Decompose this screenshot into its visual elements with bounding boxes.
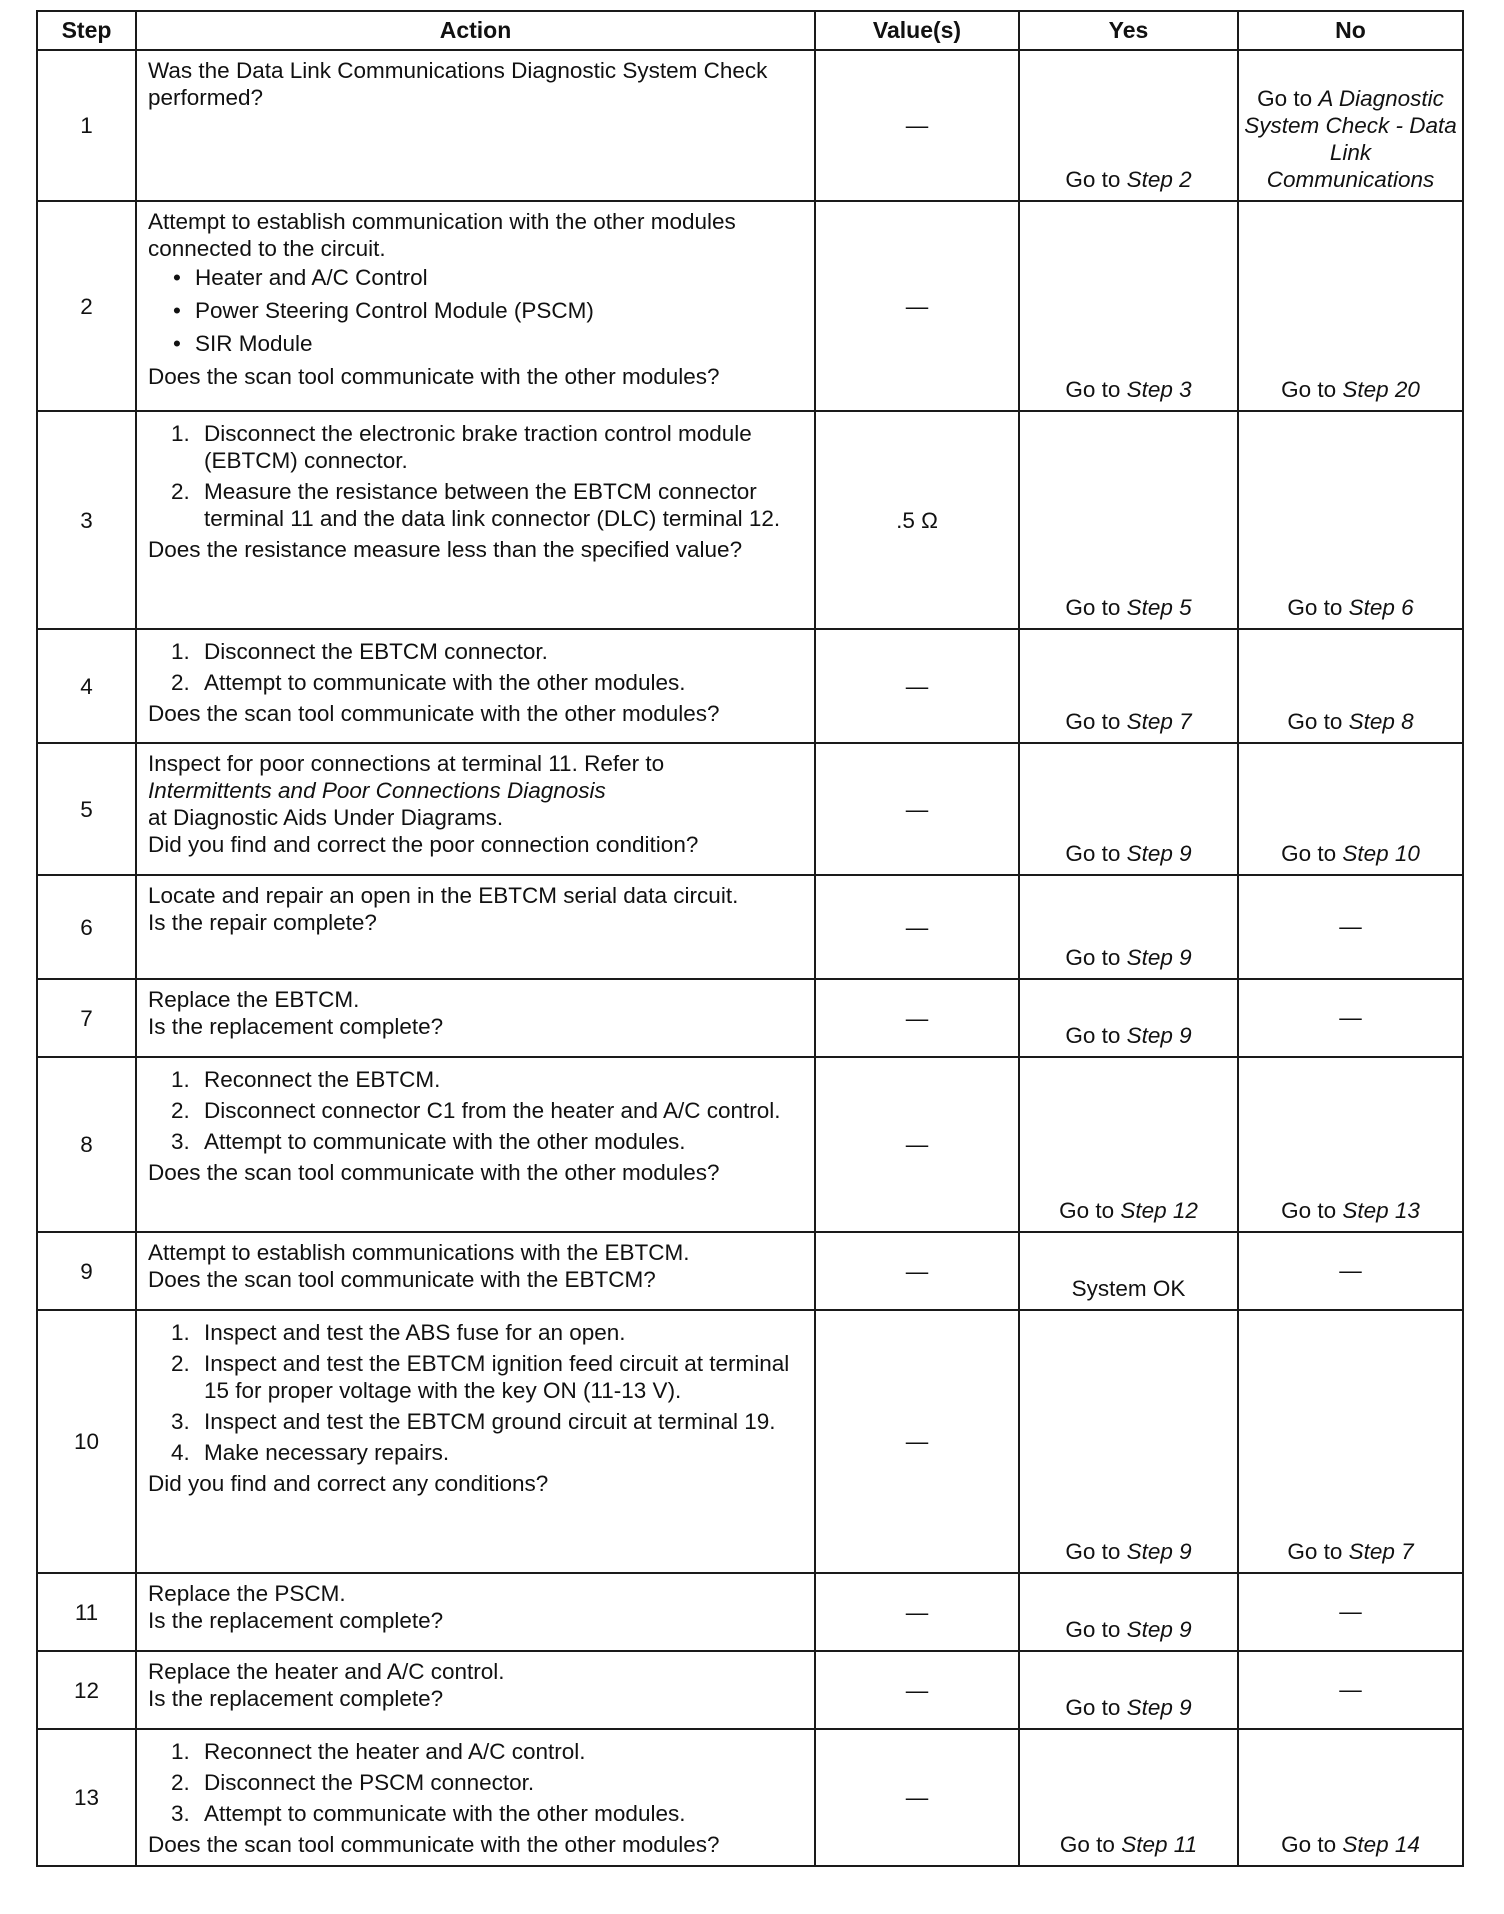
action-text: Is the replacement complete? (148, 1686, 444, 1711)
yes-cell (1019, 875, 1238, 979)
yes-step-reference: Step 9 (1126, 1695, 1192, 1720)
list-number: 3. (171, 1801, 190, 1826)
list-number: 2. (171, 1351, 190, 1376)
table-row (37, 629, 1463, 743)
no-cell (1238, 1232, 1463, 1310)
no-prefix: Go to (1281, 1198, 1343, 1223)
list-item-text: Attempt to communicate with the other modules. (204, 1801, 686, 1826)
header-row (37, 11, 1463, 50)
yes-prefix: Go to (1065, 595, 1127, 620)
list-item (148, 1319, 804, 1346)
list-number: 1. (171, 639, 190, 664)
no-step-reference: Step 10 (1342, 841, 1420, 866)
step-number: 9 (37, 1232, 136, 1310)
list-item (148, 420, 804, 474)
no-step-reference: Step 8 (1348, 709, 1414, 734)
bullet-icon: • (173, 331, 181, 356)
no-step-reference: Step 14 (1342, 1832, 1420, 1857)
step-number: 1 (37, 50, 136, 201)
table-row (37, 1057, 1463, 1232)
yes-cell (1019, 1729, 1238, 1866)
action-text: Does the resistance measure less than the specified value? (148, 537, 743, 562)
table-row (37, 1310, 1463, 1573)
action-text: Does the scan tool communicate with the other modules? (148, 1832, 720, 1857)
action-text: Does the scan tool communicate with the other modules? (148, 364, 720, 389)
no-prefix: — (1339, 1005, 1362, 1030)
list-item (148, 1350, 804, 1404)
value-cell: — (815, 1573, 1019, 1651)
action-cell (136, 979, 815, 1057)
yes-prefix: Go to (1065, 1617, 1127, 1642)
list-item-text: Disconnect connector C1 from the heater and A/C control. (204, 1098, 781, 1123)
value-cell: — (815, 50, 1019, 201)
action-text: Does the scan tool communicate with the other modules? (148, 701, 720, 726)
action-text: Replace the heater and A/C control. (148, 1659, 505, 1684)
table-body (37, 50, 1463, 1866)
yes-step-reference: Step 9 (1126, 1539, 1192, 1564)
list-item (148, 1097, 804, 1124)
list-item-text: Attempt to communicate with the other modules. (204, 670, 686, 695)
table-row (37, 1651, 1463, 1729)
step-number: 13 (37, 1729, 136, 1866)
action-cell (136, 50, 815, 201)
no-prefix: Go to (1287, 1539, 1349, 1564)
action-text: Is the replacement complete? (148, 1608, 444, 1633)
no-cell (1238, 1651, 1463, 1729)
list-item (148, 1128, 804, 1155)
no-cell (1238, 1729, 1463, 1866)
action-text: Is the repair complete? (148, 910, 377, 935)
yes-prefix: Go to (1065, 167, 1127, 192)
action-text: Did you find and correct any conditions? (148, 1471, 549, 1496)
value-cell: — (815, 875, 1019, 979)
list-item-text: Disconnect the PSCM connector. (204, 1770, 535, 1795)
list-number: 1. (171, 1320, 190, 1345)
list-item-text: SIR Module (195, 331, 313, 356)
action-text: Inspect for poor connections at terminal 11. Refer to (148, 751, 665, 776)
no-prefix: Go to (1287, 709, 1349, 734)
yes-prefix: Go to (1059, 1832, 1122, 1857)
no-cell (1238, 1057, 1463, 1232)
no-prefix: — (1339, 1677, 1362, 1702)
action-text: Replace the PSCM. (148, 1581, 346, 1606)
yes-step-reference: Step 12 (1120, 1198, 1198, 1223)
yes-cell (1019, 201, 1238, 411)
header-action: Action (136, 11, 815, 50)
step-number: 8 (37, 1057, 136, 1232)
list-item (148, 1800, 804, 1827)
no-step-reference: Step 7 (1348, 1539, 1414, 1564)
no-cell (1238, 411, 1463, 629)
yes-cell (1019, 1057, 1238, 1232)
list-item-text: Reconnect the heater and A/C control. (204, 1739, 586, 1764)
action-text: Does the scan tool communicate with the EBTCM? (148, 1267, 656, 1292)
no-prefix: Go to (1281, 841, 1343, 866)
action-cell (136, 1057, 815, 1232)
no-prefix: Go to (1281, 377, 1343, 402)
list-item (148, 1738, 804, 1765)
yes-prefix: Go to (1065, 841, 1127, 866)
yes-cell (1019, 50, 1238, 201)
action-text: Did you find and correct the poor connection condition? (148, 832, 699, 857)
yes-prefix: System OK (1071, 1276, 1186, 1301)
diagnostic-table (36, 10, 1464, 1867)
no-cell (1238, 979, 1463, 1057)
table-row (37, 875, 1463, 979)
action-cell (136, 1310, 815, 1573)
header-step: Step (37, 11, 136, 50)
yes-prefix: Go to (1065, 709, 1127, 734)
action-cell (136, 1232, 815, 1310)
list-item (148, 1439, 804, 1466)
numbered-list (148, 638, 804, 696)
table-row (37, 979, 1463, 1057)
no-prefix: — (1339, 1599, 1362, 1624)
list-number: 1. (171, 1739, 190, 1764)
list-item (148, 264, 804, 291)
list-number: 2. (171, 1770, 190, 1795)
yes-step-reference: Step 9 (1126, 1023, 1192, 1048)
list-item (148, 1408, 804, 1435)
no-cell (1238, 629, 1463, 743)
value-cell: — (815, 1232, 1019, 1310)
yes-cell (1019, 979, 1238, 1057)
action-cell (136, 411, 815, 629)
bullet-icon: • (173, 265, 181, 290)
list-item-text: Measure the resistance between the EBTCM connector terminal 11 and the data link connector (DLC) terminal 12. (204, 479, 781, 531)
no-cell (1238, 875, 1463, 979)
list-number: 2. (171, 479, 190, 504)
header-no: No (1238, 11, 1463, 50)
list-item (148, 330, 804, 357)
no-prefix: — (1339, 1258, 1362, 1283)
value-cell: — (815, 743, 1019, 875)
numbered-list (148, 1319, 804, 1466)
list-item (148, 478, 804, 532)
yes-cell (1019, 1651, 1238, 1729)
table-row (37, 411, 1463, 629)
yes-step-reference: Step 9 (1126, 1617, 1192, 1642)
list-number: 3. (171, 1129, 190, 1154)
action-text: at Diagnostic Aids Under Diagrams. (148, 805, 504, 830)
table-row (37, 201, 1463, 411)
no-cell (1238, 743, 1463, 875)
no-step-reference: Step 20 (1342, 377, 1420, 402)
yes-cell (1019, 743, 1238, 875)
no-prefix: Go to (1281, 1832, 1343, 1857)
value-cell: — (815, 1729, 1019, 1866)
table-row (37, 50, 1463, 201)
value-cell: — (815, 629, 1019, 743)
list-number: 3. (171, 1409, 190, 1434)
yes-step-reference: Step 9 (1126, 945, 1192, 970)
yes-prefix: Go to (1065, 945, 1127, 970)
list-item-text: Disconnect the electronic brake traction control module (EBTCM) connector. (204, 421, 752, 473)
list-item-text: Heater and A/C Control (195, 265, 428, 290)
step-number: 5 (37, 743, 136, 875)
yes-cell (1019, 411, 1238, 629)
yes-cell (1019, 1573, 1238, 1651)
action-cell (136, 1729, 815, 1866)
list-item-text: Inspect and test the ABS fuse for an open. (204, 1320, 626, 1345)
action-cell (136, 743, 815, 875)
header-yes: Yes (1019, 11, 1238, 50)
step-number: 2 (37, 201, 136, 411)
no-cell (1238, 1573, 1463, 1651)
action-cell (136, 1651, 815, 1729)
list-item-text: Disconnect the EBTCM connector. (204, 639, 548, 664)
bullet-list (148, 264, 804, 357)
no-step-reference: Step 6 (1348, 595, 1414, 620)
no-prefix: Go to (1257, 86, 1319, 111)
yes-prefix: Go to (1065, 1695, 1127, 1720)
value-cell: — (815, 1310, 1019, 1573)
table-row (37, 1729, 1463, 1866)
list-item-text: Inspect and test the EBTCM ground circuit at terminal 19. (204, 1409, 776, 1434)
value-cell: — (815, 1057, 1019, 1232)
action-cell (136, 1573, 815, 1651)
value-cell: — (815, 979, 1019, 1057)
value-cell: — (815, 1651, 1019, 1729)
no-prefix: Go to (1287, 595, 1349, 620)
action-cell (136, 629, 815, 743)
action-text: Replace the EBTCM. (148, 987, 360, 1012)
no-prefix: — (1339, 914, 1362, 939)
action-text: Attempt to establish communication with the other modules connected to the circuit. (148, 209, 736, 261)
yes-step-reference: Step 2 (1126, 167, 1192, 192)
list-item (148, 1769, 804, 1796)
numbered-list (148, 420, 804, 532)
numbered-list (148, 1066, 804, 1155)
list-item (148, 669, 804, 696)
action-text: Locate and repair an open in the EBTCM serial data circuit. (148, 883, 739, 908)
reference-link-text: Intermittents and Poor Connections Diagnosis (148, 778, 606, 803)
yes-prefix: Go to (1065, 1023, 1127, 1048)
yes-step-reference: Step 7 (1126, 709, 1192, 734)
action-cell (136, 875, 815, 979)
no-cell (1238, 50, 1463, 201)
step-number: 10 (37, 1310, 136, 1573)
action-text: Attempt to establish communications with the EBTCM. (148, 1240, 690, 1265)
header-values: Value(s) (815, 11, 1019, 50)
table-row (37, 1573, 1463, 1651)
list-item-text: Power Steering Control Module (PSCM) (195, 298, 594, 323)
step-number: 4 (37, 629, 136, 743)
no-step-reference: Step 13 (1342, 1198, 1420, 1223)
list-number: 2. (171, 1098, 190, 1123)
yes-step-reference: Step 5 (1126, 595, 1192, 620)
action-text: Was the Data Link Communications Diagnostic System Check performed? (148, 58, 768, 110)
list-number: 1. (171, 1067, 190, 1092)
list-item-text: Make necessary repairs. (204, 1440, 450, 1465)
yes-step-reference: Step 11 (1121, 1832, 1198, 1857)
no-cell (1238, 1310, 1463, 1573)
list-item (148, 638, 804, 665)
action-text: Does the scan tool communicate with the other modules? (148, 1160, 720, 1185)
step-number: 7 (37, 979, 136, 1057)
yes-prefix: Go to (1065, 1539, 1127, 1564)
step-number: 12 (37, 1651, 136, 1729)
step-number: 3 (37, 411, 136, 629)
yes-cell (1019, 629, 1238, 743)
value-cell: — (815, 201, 1019, 411)
list-number: 1. (171, 421, 190, 446)
value-cell: .5 Ω (815, 411, 1019, 629)
table-row (37, 743, 1463, 875)
no-cell (1238, 201, 1463, 411)
list-item-text: Inspect and test the EBTCM ignition feed circuit at terminal 15 for proper voltage with the key ON (11-13 V). (204, 1351, 790, 1403)
no-step-reference: A Diagnostic System Check - Data Link Communications (1244, 86, 1457, 192)
yes-step-reference: Step 3 (1126, 377, 1192, 402)
yes-prefix: Go to (1065, 377, 1127, 402)
yes-step-reference: Step 9 (1126, 841, 1192, 866)
action-text: Is the replacement complete? (148, 1014, 444, 1039)
list-item (148, 1066, 804, 1093)
bullet-icon: • (173, 298, 181, 323)
yes-cell (1019, 1310, 1238, 1573)
numbered-list (148, 1738, 804, 1827)
step-number: 6 (37, 875, 136, 979)
list-number: 2. (171, 670, 190, 695)
list-number: 4. (171, 1440, 190, 1465)
list-item-text: Attempt to communicate with the other modules. (204, 1129, 686, 1154)
action-cell (136, 201, 815, 411)
table-row (37, 1232, 1463, 1310)
step-number: 11 (37, 1573, 136, 1651)
list-item (148, 297, 804, 324)
yes-prefix: Go to (1059, 1198, 1121, 1223)
list-item-text: Reconnect the EBTCM. (204, 1067, 441, 1092)
yes-cell (1019, 1232, 1238, 1310)
